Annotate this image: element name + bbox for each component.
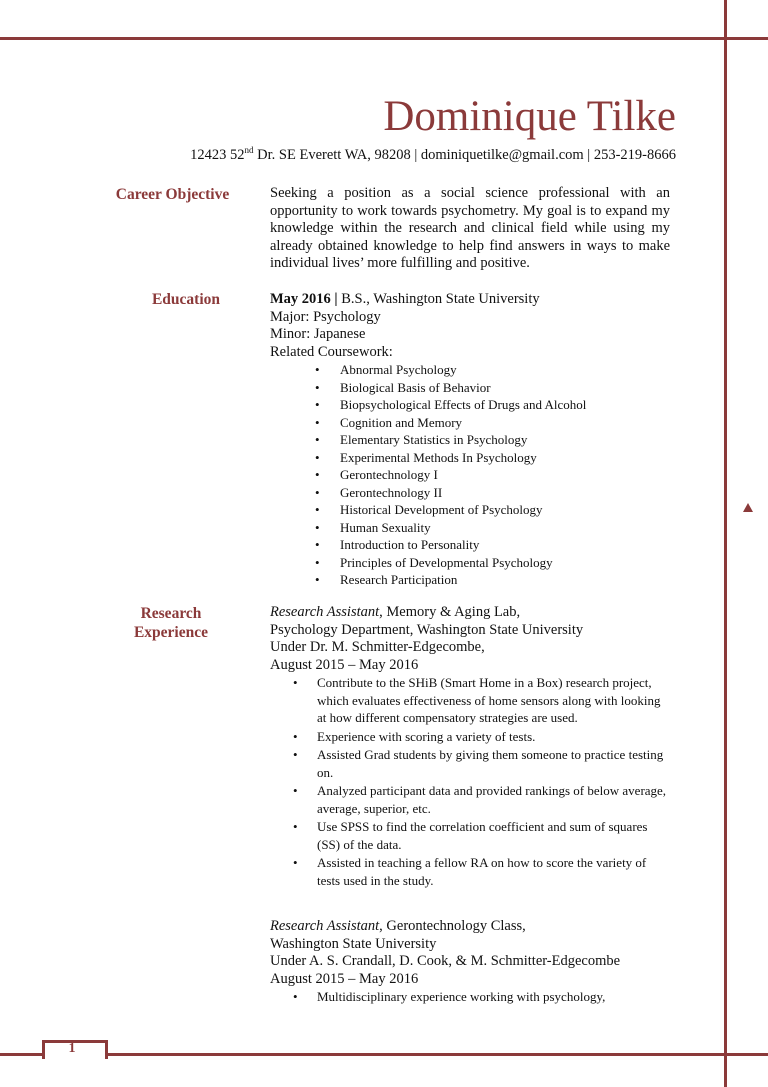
list-item: • Contribute to the SHiB (Smart Home in a Box) research project, which evaluates effectiveness of home sensors along with looking at how different compensatory strategies are used. <box>270 674 670 727</box>
list-item: • Multidisciplinary experience working with psychology, <box>270 988 670 1006</box>
job-title: Research Assistant <box>270 918 380 934</box>
list-item: • Principles of Developmental Psychology <box>270 554 670 572</box>
separator: | <box>583 146 594 163</box>
list-item: • Biopsychological Effects of Drugs and Alcohol <box>270 396 670 414</box>
phone-number: 253-219-8666 <box>593 146 676 163</box>
list-item: • Introduction to Personality <box>270 536 670 554</box>
research-job-2 <box>270 918 670 1007</box>
education-degree-line <box>270 291 670 309</box>
list-item: • Gerontechnology I <box>270 466 670 484</box>
job-department: Washington State University <box>270 935 437 952</box>
education-degree: B.S., Washington State University <box>337 291 540 307</box>
list-item: • Assisted in teaching a fellow RA on how to score the variety of tests used in the study. <box>270 854 670 889</box>
top-border-line <box>0 37 768 40</box>
right-border-line <box>724 0 727 1087</box>
job-dates: August 2015 – May 2016 <box>270 656 419 673</box>
list-item: • Use SPSS to find the correlation coefficient and sum of squares (SS) of the data. <box>270 818 670 853</box>
education-section <box>270 291 670 589</box>
list-item: • Gerontechnology II <box>270 484 670 502</box>
education-label: Education <box>151 291 221 308</box>
list-item: • Experimental Methods In Psychology <box>270 449 670 467</box>
job-department: Psychology Department, Washington State University <box>270 621 584 638</box>
job-dates: August 2015 – May 2016 <box>270 970 419 987</box>
list-item: • Elementary Statistics in Psychology <box>270 431 670 449</box>
separator: | <box>410 146 421 163</box>
email-link[interactable]: dominiquetilke@gmail.com <box>420 146 584 163</box>
course-list <box>270 361 670 589</box>
duty-list <box>270 988 670 1006</box>
list-item: • Abnormal Psychology <box>270 361 670 379</box>
contact-line <box>190 145 676 164</box>
research-job-1 <box>270 604 670 890</box>
research-experience-label: Research Experience <box>133 605 209 641</box>
list-item: • Experience with scoring a variety of tests. <box>270 728 670 746</box>
list-item: • Analyzed participant data and provided rankings of below average, average, superior, etc. <box>270 782 670 817</box>
job-lab: , Gerontechnology Class, <box>379 918 526 934</box>
address: 12423 52nd Dr. SE Everett WA, 98208 <box>190 145 411 163</box>
list-item: • Human Sexuality <box>270 519 670 537</box>
job-title-line <box>270 918 670 936</box>
coursework-label: Related Coursework: <box>270 343 393 360</box>
education-date: May 2016 | <box>270 291 338 307</box>
education-minor: Minor: Japanese <box>270 326 366 342</box>
list-item: • Biological Basis of Behavior <box>270 379 670 397</box>
job-title-line <box>270 604 670 622</box>
job-lab: , Memory & Aging Lab, <box>379 604 521 620</box>
education-major: Major: Psychology <box>270 308 381 325</box>
job-title: Research Assistant <box>270 604 380 620</box>
bottom-border-line <box>0 1053 768 1056</box>
list-item: • Assisted Grad students by giving them someone to practice testing on. <box>270 746 670 781</box>
list-item: • Research Participation <box>270 571 670 589</box>
career-objective-text: Seeking a position as a social science professional with an opportunity to work towards psychometry. My goal is to expand my knowledge within the research and clinical field while using my already obtained knowledge to help find answers in ways to make individual lives’ more fulfilling and positive. <box>270 185 670 271</box>
job-supervisor: Under Dr. M. Schmitter-Edgecombe, <box>270 639 485 655</box>
candidate-name: Dominique Tilke <box>383 93 676 140</box>
job-supervisor: Under A. S. Crandall, D. Cook, & M. Schmitter-Edgecombe <box>270 953 621 969</box>
career-objective-label: Career Objective <box>115 186 230 203</box>
page-number: 1 <box>68 1041 76 1056</box>
list-item: • Cognition and Memory <box>270 414 670 432</box>
list-item: • Historical Development of Psychology <box>270 501 670 519</box>
duty-list <box>270 674 670 889</box>
scroll-up-arrow-icon[interactable] <box>743 503 753 512</box>
